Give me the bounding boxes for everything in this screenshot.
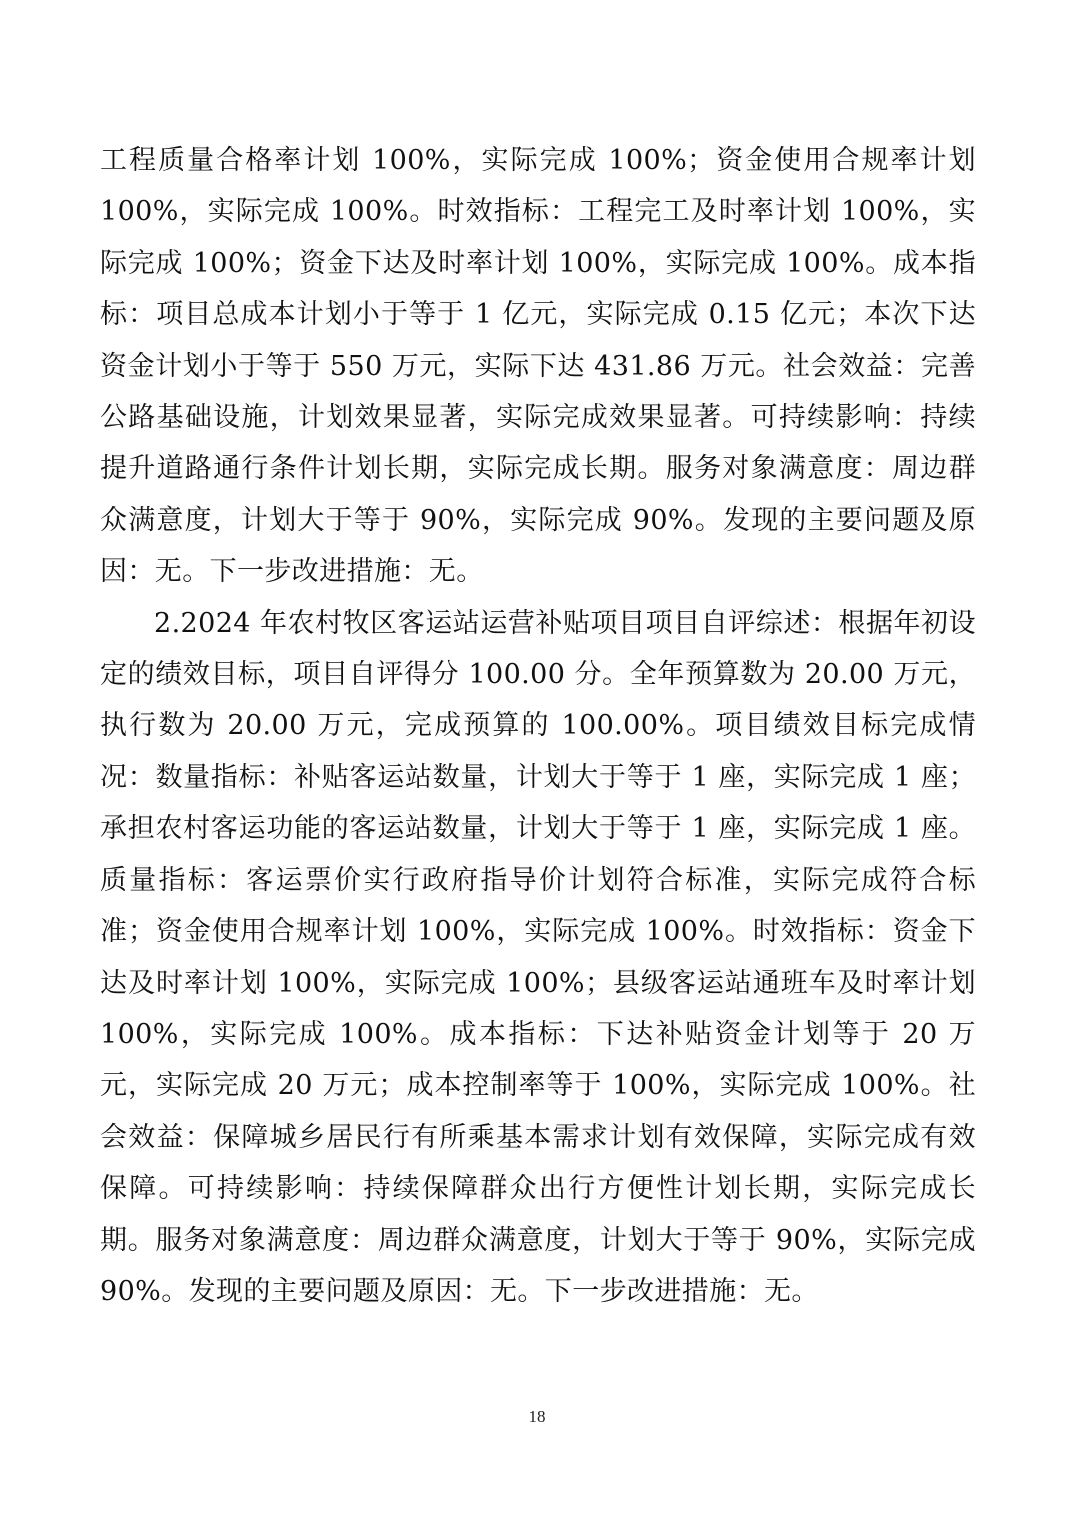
paragraph-continued: 工程质量合格率计划 100%，实际完成 100%；资金使用合规率计划 100%，实际完成 100%。时效指标：工程完工及时率计划 100%，实际完成 100%；资金下达及时率计划 100%，实际完成 100%。成本指标：项目总成本计划小于等于 1 亿元，实际完成 0.15 亿元；本次下达资金计划小于等于 550 万元，实际下达 431.86 万元。社会效益：完善公路基础设施，计划效果显著，实际完成效果显著。可持续影响：持续提升道路通行条件计划长期，实际完成长期。服务对象满意度：周边群众满意度，计划大于等于 90%，实际完成 90%。发现的主要问题及原因：无。下一步改进措施：无。 bbox=[100, 145, 976, 588]
body-text bbox=[100, 135, 976, 1317]
page-number: 18 bbox=[528, 1407, 546, 1426]
paragraph-project-2: 2.2024 年农村牧区客运站运营补贴项目项目自评综述：根据年初设定的绩效目标，项目自评得分 100.00 分。全年预算数为 20.00 万元，执行数为 20.00 万元，完成预算的 100.00%。项目绩效目标完成情况：数量指标：补贴客运站数量，计划大于等于 1 座，实际完成 1 座；承担农村客运功能的客运站数量，计划大于等于 1 座，实际完成 1 座。质量指标：客运票价实行政府指导价计划符合标准，实际完成符合标准；资金使用合规率计划 100%，实际完成 100%。时效指标：资金下达及时率计划 100%，实际完成 100%；县级客运站通班车及时率计划 100%，实际完成 100%。成本指标：下达补贴资金计划等于 20 万元，实际完成 20 万元；成本控制率等于 100%，实际完成 100%。社会效益：保障城乡居民行有所乘基本需求计划有效保障，实际完成有效保障。可持续影响：持续保障群众出行方便性计划长期，实际完成长期。服务对象满意度：周边群众满意度，计划大于等于 90%，实际完成 90%。发现的主要问题及原因：无。下一步改进措施：无。 bbox=[100, 607, 976, 1307]
